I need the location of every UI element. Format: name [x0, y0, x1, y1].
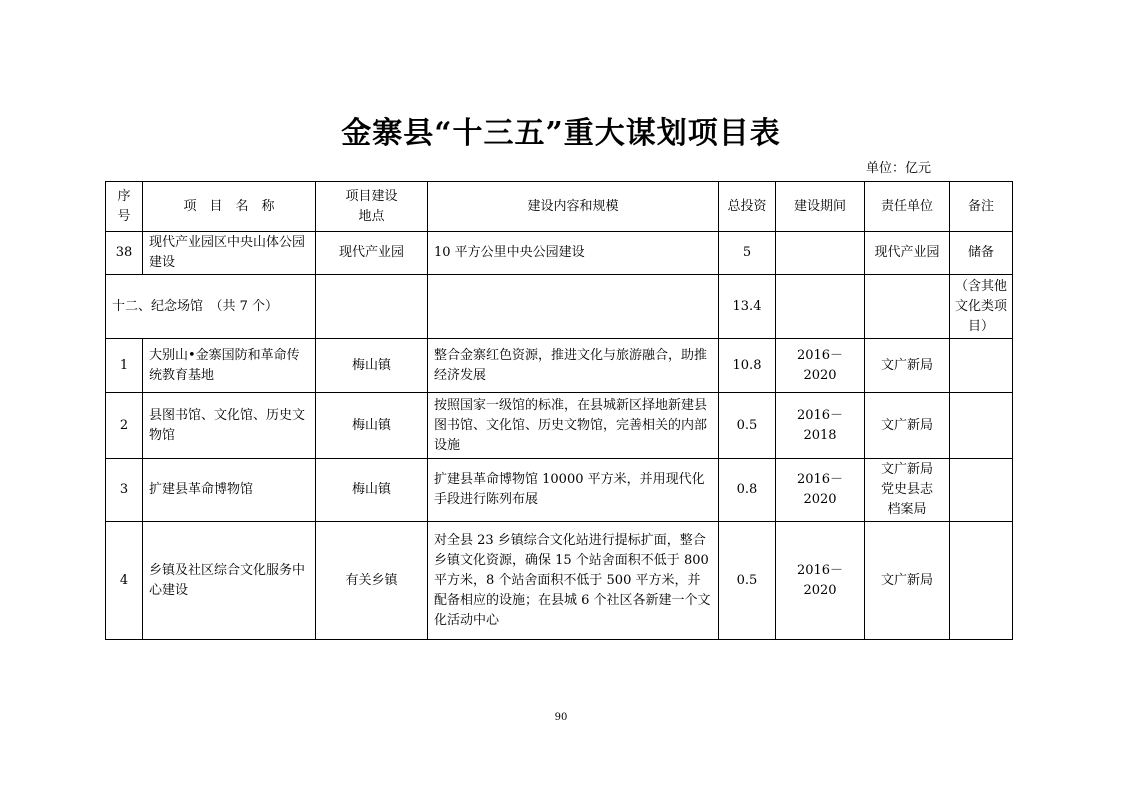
cell-location: 梅山镇	[316, 459, 428, 522]
header-investment: 总投资	[719, 182, 776, 232]
cell-unit	[865, 275, 950, 339]
cell-period	[776, 232, 865, 275]
cell-unit: 文广新局 党史县志 档案局	[865, 459, 950, 522]
table-row	[106, 232, 1013, 275]
cell-unit: 文广新局	[865, 393, 950, 459]
cell-seq: 38	[106, 232, 143, 275]
cell-seq: 3	[106, 459, 143, 522]
cell-remark	[950, 522, 1013, 640]
table-header-row	[106, 182, 1013, 232]
cell-content	[428, 275, 719, 339]
cell-seq: 2	[106, 393, 143, 459]
cell-content: 扩建县革命博物馆 10000 平方米，并用现代化手段进行陈列布展	[428, 459, 719, 522]
cell-investment: 0.5	[719, 522, 776, 640]
header-location: 项目建设 地点	[316, 182, 428, 232]
header-period: 建设期间	[776, 182, 865, 232]
cell-period	[776, 275, 865, 339]
unit-label: 单位：亿元	[866, 161, 932, 176]
cell-investment: 0.5	[719, 393, 776, 459]
cell-location: 梅山镇	[316, 339, 428, 393]
cell-name: 县图书馆、文化馆、历史文物馆	[143, 393, 316, 459]
cell-location: 现代产业园	[316, 232, 428, 275]
cell-name: 大别山•金寨国防和革命传统教育基地	[143, 339, 316, 393]
cell-unit: 文广新局	[865, 339, 950, 393]
cell-investment: 13.4	[719, 275, 776, 339]
cell-remark	[950, 393, 1013, 459]
header-seq: 序号	[106, 182, 143, 232]
cell-location	[316, 275, 428, 339]
cell-investment: 5	[719, 232, 776, 275]
cell-content: 按照国家一级馆的标准，在县城新区择地新建县图书馆、文化馆、历史文物馆，完善相关的内部设施	[428, 393, 719, 459]
category-row	[106, 275, 1013, 339]
header-remark: 备注	[950, 182, 1013, 232]
cell-period: 2016－2018	[776, 393, 865, 459]
cell-remark	[950, 339, 1013, 393]
cell-content: 整合金寨红色资源，推进文化与旅游融合，助推经济发展	[428, 339, 719, 393]
project-table	[105, 181, 1013, 640]
header-name: 项 目 名 称	[143, 182, 316, 232]
cell-remark: （含其他文化类项目）	[950, 275, 1013, 339]
cell-remark: 储备	[950, 232, 1013, 275]
cell-seq: 4	[106, 522, 143, 640]
cell-period: 2016－2020	[776, 339, 865, 393]
cell-period: 2016－2020	[776, 522, 865, 640]
header-content: 建设内容和规模	[428, 182, 719, 232]
cell-investment: 0.8	[719, 459, 776, 522]
cell-unit: 现代产业园	[865, 232, 950, 275]
cell-remark	[950, 459, 1013, 522]
category-label: 十二、纪念场馆 （共 7 个）	[106, 275, 316, 339]
cell-seq: 1	[106, 339, 143, 393]
table-row	[106, 339, 1013, 393]
table-row	[106, 459, 1013, 522]
cell-content: 10 平方公里中央公园建设	[428, 232, 719, 275]
cell-location: 有关乡镇	[316, 522, 428, 640]
cell-unit: 文广新局	[865, 522, 950, 640]
cell-name: 现代产业园区中央山体公园建设	[143, 232, 316, 275]
cell-name: 扩建县革命博物馆	[143, 459, 316, 522]
table-row	[106, 522, 1013, 640]
table-row	[106, 393, 1013, 459]
page-title: 金寨县“十三五”重大谋划项目表	[341, 116, 781, 151]
header-unit: 责任单位	[865, 182, 950, 232]
cell-period: 2016－2020	[776, 459, 865, 522]
cell-investment: 10.8	[719, 339, 776, 393]
cell-location: 梅山镇	[316, 393, 428, 459]
cell-name: 乡镇及社区综合文化服务中心建设	[143, 522, 316, 640]
cell-content: 对全县 23 乡镇综合文化站进行提标扩面，整合乡镇文化资源，确保 15 个站舍面积不低于 800 平方米，8 个站舍面积不低于 500 平方米，并配备相应的设施；在县城 6 个社区各新建一个文化活动中心	[428, 522, 719, 640]
page-number: 90	[554, 712, 568, 723]
